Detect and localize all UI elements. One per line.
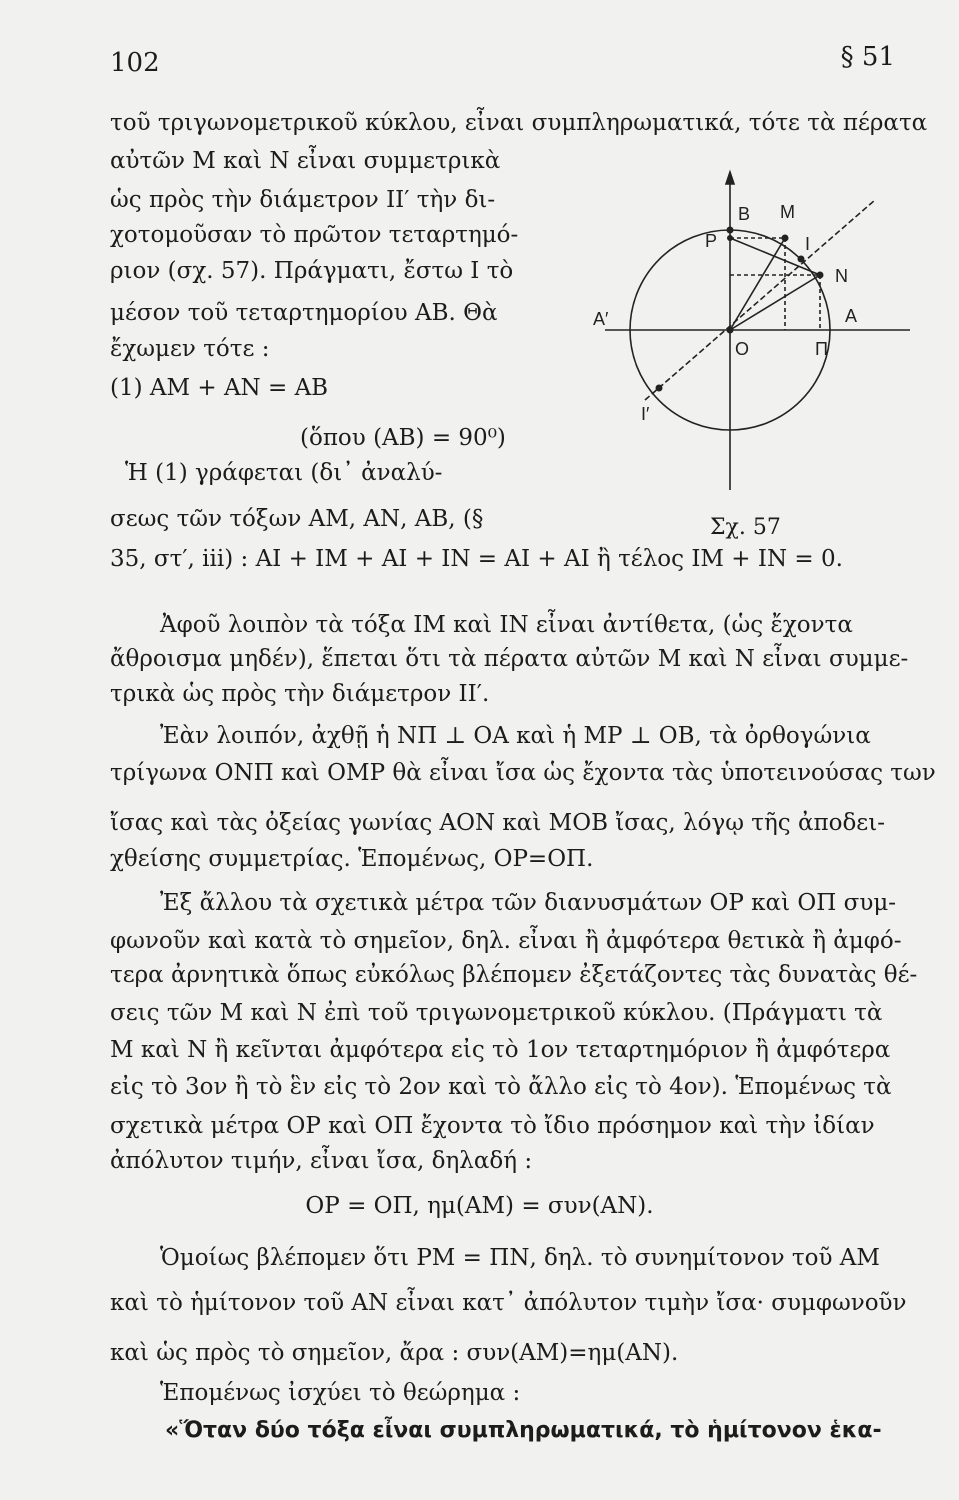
diameter-ii bbox=[645, 200, 875, 400]
text-line: ὡς πρὸς τὴν διάμετρον ΙΙ′ τὴν δι- bbox=[110, 187, 496, 213]
text-line: χοτομοῦσαν τὸ πρῶτον τεταρτημό- bbox=[110, 222, 519, 248]
text-line: ἔχωμεν τότε : bbox=[110, 336, 270, 362]
text-line: Ὁμοίως βλέπομεν ὅτι ΡΜ = ΠΝ, δηλ. τὸ συνημίτονον τοῦ ΑΜ bbox=[160, 1245, 880, 1271]
text-line: τοῦ τριγωνομετρικοῦ κύκλου, εἶναι συμπληρωματικά, τότε τὰ πέρατα bbox=[110, 110, 928, 136]
text-line: φωνοῦν καὶ κατὰ τὸ σημεῖον, δηλ. εἶναι ἢ ἀμφότερα θετικὰ ἢ ἀμφό- bbox=[110, 928, 902, 954]
label-p: Ρ bbox=[705, 231, 718, 251]
text-line: 35, στ′, iii) : ΑΙ + ΙΜ + ΑΙ + ΙΝ = ΑΙ + ΑΙ ἢ τέλος ΙΜ + ΙΝ = 0. bbox=[110, 546, 843, 572]
theorem-line: «Ὅταν δύο τόξα εἶναι συμπληρωματικά, τὸ ἡμίτονον ἑκα- bbox=[165, 1418, 882, 1443]
text-line: καὶ τὸ ἡμίτονον τοῦ ΑΝ εἶναι κατ᾽ ἀπόλυτον τιμὴν ἴσα· συμφωνοῦν bbox=[110, 1290, 907, 1316]
text-line: ἀπόλυτον τιμήν, εἶναι ἴσα, δηλαδή : bbox=[110, 1148, 533, 1174]
text-line: Ἐὰν λοιπόν, ἀχθῇ ἡ ΝΠ ⊥ ΟΑ καὶ ἡ ΜΡ ⊥ ΟΒ, τὰ ὀρθογώνια bbox=[160, 723, 871, 749]
text-line: ἴσας καὶ τὰς ὀξείας γωνίας ΑΟΝ καὶ ΜΟΒ ἴσας, λόγῳ τῆς ἀποδει- bbox=[110, 810, 886, 836]
text-line: τερα ἀρνητικὰ ὅπως εὐκόλως βλέπομεν ἐξετάζοντες τὰς δυνατὰς θέ- bbox=[110, 962, 918, 988]
equation-1: (1) ΑΜ + ΑΝ = ΑΒ bbox=[110, 375, 329, 401]
text-line: Μ καὶ Ν ἢ κεῖνται ἀμφότερα εἰς τὸ 1ον τεταρτημόριον ἢ ἀμφότερα bbox=[110, 1037, 891, 1063]
figure-caption: Σχ. 57 bbox=[710, 515, 781, 540]
text-line: Ἡ (1) γράφεται (δι᾽ ἀναλύ- bbox=[125, 460, 443, 486]
text-line: σχετικὰ μέτρα ΟΡ καὶ ΟΠ ἔχοντα τὸ ἴδιο πρόσημον καὶ τὴν ἰδίαν bbox=[110, 1113, 875, 1139]
radius-om bbox=[730, 238, 785, 330]
label-a: Α bbox=[845, 306, 858, 326]
point-p bbox=[727, 235, 733, 241]
text-line: (ὅπου (ΑΒ) = 90⁰) bbox=[300, 425, 506, 451]
text-line: Ἀφοῦ λοιπὸν τὰ τόξα ΙΜ καὶ ΙΝ εἶναι ἀντίθετα, (ὡς ἔχοντα bbox=[160, 612, 853, 638]
text-line: εἰς τὸ 3ον ἢ τὸ ἓν εἰς τὸ 2ον καὶ τὸ ἄλλο εἰς τὸ 4ον). Ἑπομένως τὰ bbox=[110, 1074, 892, 1100]
label-pi: Π bbox=[815, 339, 828, 359]
label-i: Ι bbox=[805, 234, 811, 254]
label-i-prime: Ι′ bbox=[641, 404, 650, 424]
radius-on bbox=[730, 275, 820, 330]
point-i bbox=[798, 256, 805, 263]
label-a-prime: Α′ bbox=[593, 309, 609, 329]
y-axis-arrow bbox=[726, 172, 734, 184]
point-n bbox=[817, 272, 824, 279]
text-line: Ἑπομένως ἰσχύει τὸ θεώρημα : bbox=[160, 1380, 521, 1406]
point-b bbox=[727, 227, 734, 234]
text-line: Ἐξ ἄλλου τὰ σχετικὰ μέτρα τῶν διανυσμάτων ΟΡ καὶ ΟΠ συμ- bbox=[160, 890, 897, 916]
text-line: χθείσης συμμετρίας. Ἑπομένως, ΟΡ=ΟΠ. bbox=[110, 846, 594, 872]
text-line: σεις τῶν Μ καὶ Ν ἐπὶ τοῦ τριγωνομετρικοῦ κύκλου. (Πράγματι τὰ bbox=[110, 1000, 883, 1026]
label-m: Μ bbox=[780, 202, 795, 222]
trig-circle-figure bbox=[575, 150, 920, 530]
text-line: αὐτῶν Μ καὶ Ν εἶναι συμμετρικὰ bbox=[110, 148, 501, 174]
label-n: Ν bbox=[835, 266, 848, 286]
label-o: Ο bbox=[735, 339, 750, 359]
text-line: καὶ ὡς πρὸς τὸ σημεῖον, ἄρα : συν(ΑΜ)=ημ(ΑΝ). bbox=[110, 1340, 679, 1366]
label-b: Β bbox=[738, 204, 751, 224]
text-line: τρικὰ ὡς πρὸς τὴν διάμετρον ΙΙ′. bbox=[110, 681, 490, 707]
point-m bbox=[782, 235, 789, 242]
point-o bbox=[727, 327, 734, 334]
text-line: ριον (σχ. 57). Πράγματι, ἔστω Ι τὸ bbox=[110, 258, 514, 284]
section-number: § 51 bbox=[840, 42, 895, 72]
point-i-prime bbox=[656, 385, 663, 392]
text-line: σεως τῶν τόξων ΑΜ, ΑΝ, ΑΒ, (§ bbox=[110, 506, 484, 532]
equation-center: ΟΡ = ΟΠ, ημ(ΑΜ) = συν(ΑΝ). bbox=[305, 1193, 654, 1219]
text-line: ἄθροισμα μηδέν), ἕπεται ὅτι τὰ πέρατα αὐτῶν Μ καὶ Ν εἶναι συμμε- bbox=[110, 646, 909, 672]
text-line: τρίγωνα ΟΝΠ καὶ ΟΜΡ θὰ εἶναι ἴσα ὡς ἔχοντα τὰς ὑποτεινούσας των bbox=[110, 760, 936, 786]
text-line: μέσον τοῦ τεταρτημορίου ΑΒ. Θὰ bbox=[110, 300, 498, 326]
page-number: 102 bbox=[110, 48, 160, 78]
